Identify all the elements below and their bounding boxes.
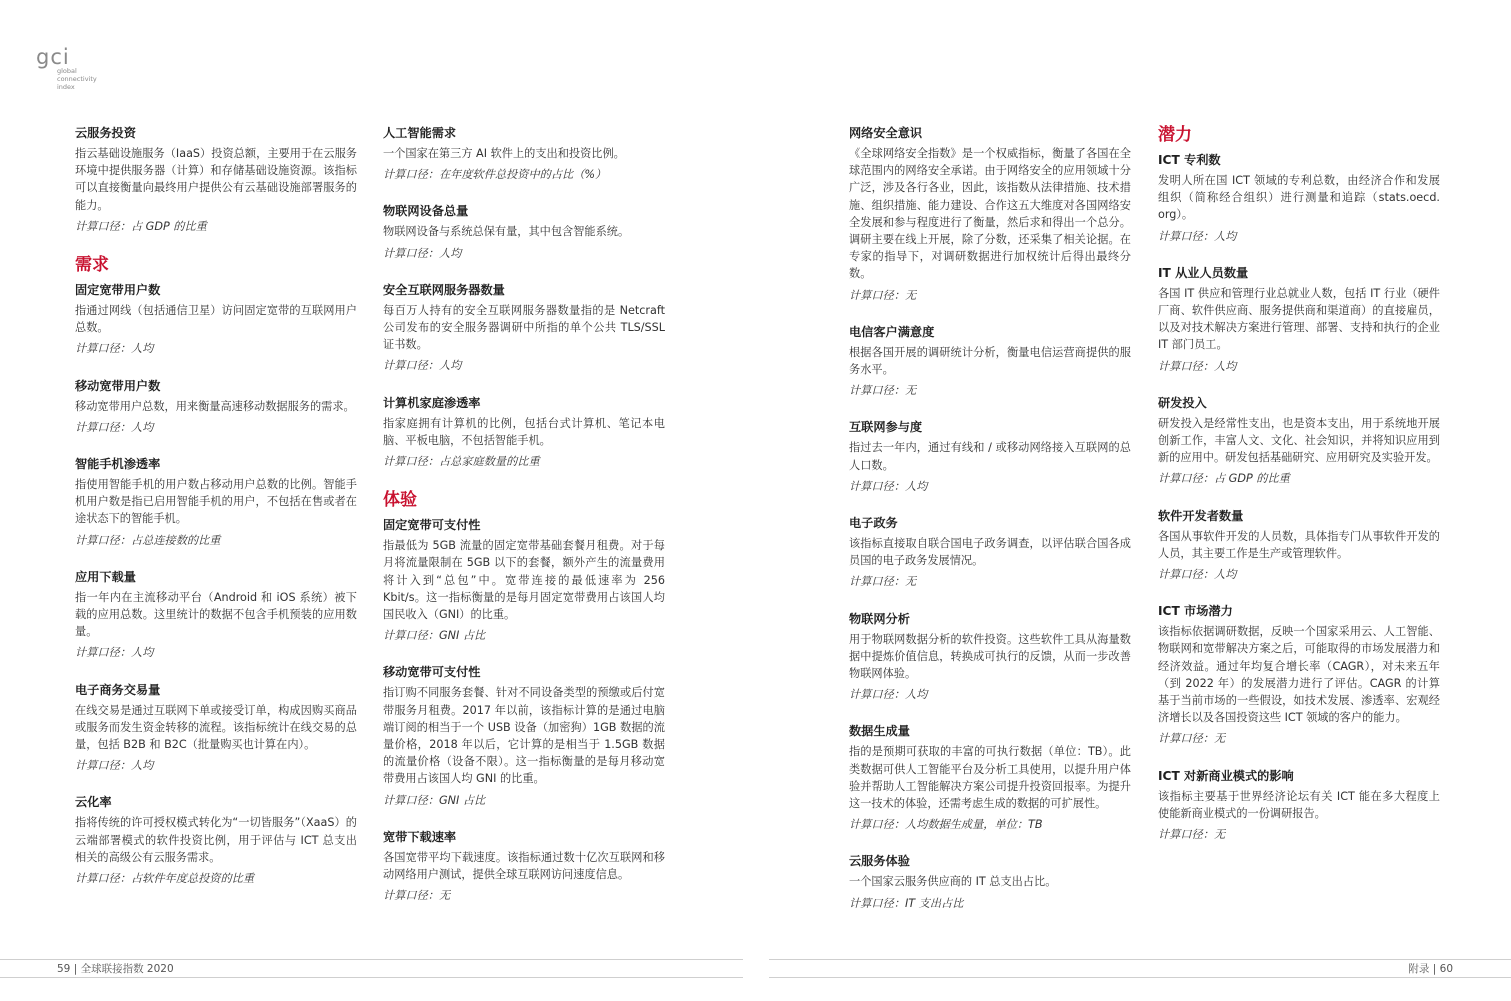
indicator-title: 电子商务交易量 bbox=[75, 682, 161, 697]
indicator-entry bbox=[383, 663, 665, 808]
indicator-description: 指一年内在主流移动平台（Android 和 iOS 系统）被下载的应用总数。这里统计的数据不包含手机预装的应用数量。 bbox=[75, 590, 357, 639]
gci-logo-mark: gci bbox=[36, 45, 70, 69]
indicator-title: 电子政务 bbox=[849, 516, 898, 531]
indicator-description: 指家庭拥有计算机的比例，包括台式计算机、笔记本电脑、平板电脑，不包括智能手机。 bbox=[383, 416, 665, 447]
indicator-description: 一个国家在第三方 AI 软件上的支出和投资比例。 bbox=[383, 147, 625, 160]
indicator-title: 电信客户满意度 bbox=[849, 324, 935, 339]
indicator-title: 应用下载量 bbox=[75, 569, 136, 584]
column-4 bbox=[1158, 124, 1440, 862]
indicator-entry bbox=[849, 514, 1131, 591]
indicator-entry bbox=[75, 377, 357, 436]
indicator-entry bbox=[383, 394, 665, 471]
indicator-entry bbox=[75, 568, 357, 662]
footer-divider bbox=[769, 959, 1511, 960]
section-heading: 需求 bbox=[75, 255, 109, 276]
indicator-description: 各国宽带平均下载速度。该指标通过数十亿次互联网和移动网络用户测试，提供全球互联网访问速度信息。 bbox=[383, 850, 665, 882]
indicator-entry bbox=[849, 852, 1131, 911]
gci-logo bbox=[36, 47, 126, 97]
indicator-entry bbox=[1158, 264, 1440, 375]
indicator-description: 用于物联网数据分析的软件投资。这些软件工具从海量数据中提炼价值信息，转换成可执行的反馈，从而一步改善物联网体验。 bbox=[849, 632, 1131, 681]
indicator-measure: 计算口径：无 bbox=[849, 288, 917, 302]
indicator-title: 安全互联网服务器数量 bbox=[383, 282, 505, 297]
indicator-measure: 计算口径：人均数据生成量，单位：TB bbox=[849, 818, 1043, 832]
indicator-description: 《全球网络安全指数》是一个权威指标，衡量了各国在全球范围内的网络安全承诺。由于网络安全的应用领域十分广泛，涉及各行各业，因此，该指数从法律措施、技术措施、组织措施、能力建设、合作这五大维度对各国网络安全发展和参与程度进行了衡量，然后求和得出一个总分。调研主要在线上开展，除了分数，还采集了相关论据。在专家的指导下，对调研数据进行加权统计后得出最终分数。 bbox=[849, 147, 1131, 281]
indicator-measure: 计算口径：人均 bbox=[75, 342, 154, 356]
indicator-measure: 计算口径：人均 bbox=[383, 359, 462, 373]
indicator-description: 一个国家云服务供应商的 IT 总支出占比。 bbox=[849, 875, 1057, 889]
indicator-description: 研发投入是经常性支出，也是资本支出，用于系统地开展创新工作，丰富人文、文化、社会知识，并将知识应用到新的应用中。研发包括基础研究、应用研究及实验开发。 bbox=[1158, 416, 1440, 465]
indicator-title: 人工智能需求 bbox=[383, 126, 457, 140]
gci-logo-line: global bbox=[57, 67, 77, 75]
indicator-title: 移动宽带用户数 bbox=[75, 378, 161, 393]
indicator-measure: 计算口径：占 GDP 的比重 bbox=[1158, 472, 1290, 486]
indicator-entry bbox=[383, 124, 665, 183]
indicator-measure: 计算口径：占 GDP 的比重 bbox=[75, 219, 207, 233]
indicator-measure: 计算口径：人均 bbox=[75, 646, 154, 660]
indicator-description: 该指标主要基于世界经济论坛有关 ICT 能在多大程度上使能新商业模式的一份调研报告。 bbox=[1158, 789, 1440, 820]
gci-logo-line: index bbox=[57, 83, 75, 91]
indicator-entry bbox=[383, 516, 665, 644]
indicator-entry bbox=[1158, 507, 1440, 584]
indicator-measure: 计算口径：人均 bbox=[849, 688, 928, 702]
indicator-measure: 计算口径：GNI 占比 bbox=[383, 793, 486, 807]
indicator-entry bbox=[75, 124, 357, 235]
indicator-description: 该指标依据调研数据，反映一个国家采用云、人工智能、物联网和宽带解决方案之后，可能取得的市场发展潜力和经济效益。通过年均复合增长率（CAGR），对未来五年（到 2022 年）的发展潜力进行了评估。CAGR 的计算基于当前市场的一些假设，如技术发展、渗透率、宏观经济增长以及各国投资这些 ICT 领域的客户的能力。 bbox=[1158, 625, 1440, 725]
indicator-description: 各国 IT 供应和管理行业总就业人数，包括 IT 行业（硬件厂商、软件供应商、服务提供商和渠道商）的直接雇员，以及对技术解决方案进行管理、部署、支持和执行的企业 IT 部门员工。 bbox=[1158, 286, 1440, 352]
indicator-description: 指通过网线（包括通信卫星）访问固定宽带的互联网用户总数。 bbox=[75, 304, 357, 335]
indicator-description: 指过去一年内，通过有线和 / 或移动网络接入互联网的总人口数。 bbox=[849, 441, 1131, 472]
indicator-title: 数据生成量 bbox=[849, 724, 910, 739]
indicator-entry bbox=[849, 722, 1131, 833]
column-3 bbox=[849, 124, 1131, 931]
indicator-title: 物联网分析 bbox=[849, 611, 910, 626]
indicator-title: 智能手机渗透率 bbox=[75, 457, 161, 472]
indicator-measure: 计算口径：无 bbox=[1158, 732, 1226, 746]
indicator-description: 移动宽带用户总数，用来衡量高速移动数据服务的需求。 bbox=[75, 399, 355, 413]
indicator-measure: 计算口径：人均 bbox=[75, 759, 154, 773]
indicator-entry bbox=[849, 323, 1131, 400]
indicator-entry bbox=[383, 202, 665, 261]
indicator-title: ICT 专利数 bbox=[1158, 153, 1221, 167]
indicator-entry bbox=[849, 418, 1131, 495]
indicator-entry bbox=[75, 455, 357, 549]
indicator-measure: 计算口径：在年度软件总投资中的占比（%） bbox=[383, 168, 607, 182]
indicator-title: 云化率 bbox=[75, 795, 112, 810]
indicator-measure: 计算口径：GNI 占比 bbox=[383, 629, 486, 643]
indicator-title: IT 从业人员数量 bbox=[1158, 265, 1249, 280]
indicator-description: 指的是预期可获取的丰富的可执行数据（单位：TB）。此类数据可供人工智能平台及分析工具使用，以提升用户体验并帮助人工智能解决方案公司提升投资回报率。为提升这一技术的体验，还需考虑生成的数据的可扩展性。 bbox=[849, 745, 1131, 811]
indicator-title: 网络安全意识 bbox=[849, 126, 923, 140]
indicator-title: 固定宽带用户数 bbox=[75, 283, 161, 298]
gci-logo-line: connectivity bbox=[57, 75, 97, 83]
indicator-measure: 计算口径：人均 bbox=[1158, 359, 1237, 373]
indicator-measure: 计算口径：占软件年度总投资的比重 bbox=[75, 872, 255, 886]
indicator-measure: 计算口径：无 bbox=[849, 575, 917, 589]
indicator-title: 研发投入 bbox=[1158, 395, 1207, 410]
indicator-measure: 计算口径：人均 bbox=[849, 479, 928, 493]
indicator-title: 固定宽带可支付性 bbox=[383, 518, 481, 533]
indicator-description: 指将传统的许可授权模式转化为“一切皆服务”（XaaS）的云端部署模式的软件投资比例，用于评估与 ICT 总支出相关的高级公有云服务需求。 bbox=[75, 816, 357, 864]
indicator-entry bbox=[1158, 767, 1440, 844]
indicator-title: 互联网参与度 bbox=[849, 420, 923, 435]
indicator-measure: 计算口径：人均 bbox=[383, 246, 462, 260]
indicator-title: 宽带下载速率 bbox=[383, 829, 457, 844]
indicator-description: 该指标直接取自联合国电子政务调查，以评估联合国各成员国的电子政务发展情况。 bbox=[849, 537, 1131, 568]
footer-divider bbox=[0, 959, 743, 960]
indicator-measure: 计算口径：占总连接数的比重 bbox=[75, 533, 221, 547]
indicator-measure: 计算口径：人均 bbox=[75, 420, 154, 434]
indicator-title: ICT 对新商业模式的影响 bbox=[1158, 768, 1294, 783]
indicator-measure: 计算口径：人均 bbox=[1158, 229, 1237, 243]
indicator-measure: 计算口径：人均 bbox=[1158, 568, 1237, 582]
indicator-entry bbox=[1158, 602, 1440, 747]
indicator-title: 软件开发者数量 bbox=[1158, 508, 1244, 523]
indicator-entry bbox=[75, 281, 357, 358]
indicator-entry bbox=[383, 281, 665, 375]
indicator-measure: 计算口径：IT 支出占比 bbox=[849, 896, 964, 910]
indicator-entry bbox=[75, 793, 357, 887]
indicator-entry bbox=[1158, 151, 1440, 245]
column-1 bbox=[75, 124, 357, 906]
indicator-description: 指云基础设施服务（IaaS）投资总额，主要用于在云服务环境中提供服务器（计算）和存储基础设施资源。该指标可以直接衡量向最终用户提供公有云基础设施部署服务的能力。 bbox=[75, 147, 357, 212]
indicator-measure: 计算口径：占总家庭数量的比重 bbox=[383, 455, 540, 469]
indicator-entry bbox=[75, 681, 357, 775]
footer-page-left: 59 | 全球联接指数 2020 bbox=[57, 963, 174, 975]
indicator-title: 移动宽带可支付性 bbox=[383, 665, 481, 680]
indicator-description: 各国从事软件开发的人员数，具体指专门从事软件开发的人员，其主要工作是生产或管理软件。 bbox=[1158, 529, 1440, 560]
indicator-title: 物联网设备总量 bbox=[383, 204, 469, 219]
indicator-description: 指最低为 5GB 流量的固定宽带基础套餐月租费。对于每月将流量限制在 5GB 以下的套餐，额外产生的流量费用将计入到“总包”中。宽带连接的最低速率为 256 Kbit/s。这一指标衡量的是每月固定宽带费用占该国人均国民收入（GNI）的比重。 bbox=[383, 539, 665, 622]
indicator-description: 根据各国开展的调研统计分析，衡量电信运营商提供的服务水平。 bbox=[849, 345, 1131, 377]
indicator-description: 指使用智能手机的用户数占移动用户总数的比例。智能手机用户数是指已启用智能手机的用户，不包括在售或者在途状态下的智能手机。 bbox=[75, 478, 357, 526]
indicator-measure: 计算口径：无 bbox=[383, 889, 451, 903]
indicator-title: 计算机家庭渗透率 bbox=[383, 395, 481, 410]
indicator-entry bbox=[1158, 394, 1440, 488]
indicator-entry bbox=[849, 610, 1131, 704]
indicator-entry bbox=[849, 124, 1131, 304]
footer-divider bbox=[0, 977, 743, 978]
indicator-description: 发明人所在国 ICT 领域的专利总数，由经济合作和发展组织（简称经合组织）进行测量和追踪（stats.oecd. org）。 bbox=[1158, 174, 1440, 222]
footer-divider bbox=[769, 977, 1511, 978]
indicator-title: 云服务投资 bbox=[75, 126, 136, 140]
column-2 bbox=[383, 124, 665, 923]
section-heading: 潜力 bbox=[1158, 125, 1192, 145]
indicator-title: 云服务体验 bbox=[849, 854, 910, 869]
indicator-description: 在线交易是通过互联网下单或接受订单，构成因购买商品或服务而发生资金转移的流程。该指标统计在线交易的总量，包括 B2B 和 B2C（批量购买也计算在内）。 bbox=[75, 703, 357, 752]
indicator-description: 指订购不同服务套餐、针对不同设备类型的预缴或后付宽带服务月租费。2017 年以前，该指标计算的是通过电脑端订阅的相当于一个 USB 设备（加密狗）1GB 数据的流量价格，2018 年以后，它计算的是相当于 1.5GB 数据的流量价格（设备不限）。这一指标衡量的是每月移动宽带费用占该国人均 GNI 的比重。 bbox=[383, 686, 665, 786]
indicator-entry bbox=[383, 828, 665, 905]
footer-page-right: 附录 | 60 bbox=[1408, 963, 1453, 975]
indicator-title: ICT 市场潜力 bbox=[1158, 604, 1233, 619]
section-heading: 体验 bbox=[383, 490, 417, 511]
indicator-measure: 计算口径：无 bbox=[1158, 828, 1226, 842]
indicator-measure: 计算口径：无 bbox=[849, 384, 917, 398]
indicator-description: 物联网设备与系统总保有量，其中包含智能系统。 bbox=[383, 225, 630, 239]
indicator-description: 每百万人持有的安全互联网服务器数量指的是 Netcraft 公司发布的安全服务器调研中所指的单个公共 TLS/SSL 证书数。 bbox=[383, 303, 665, 352]
